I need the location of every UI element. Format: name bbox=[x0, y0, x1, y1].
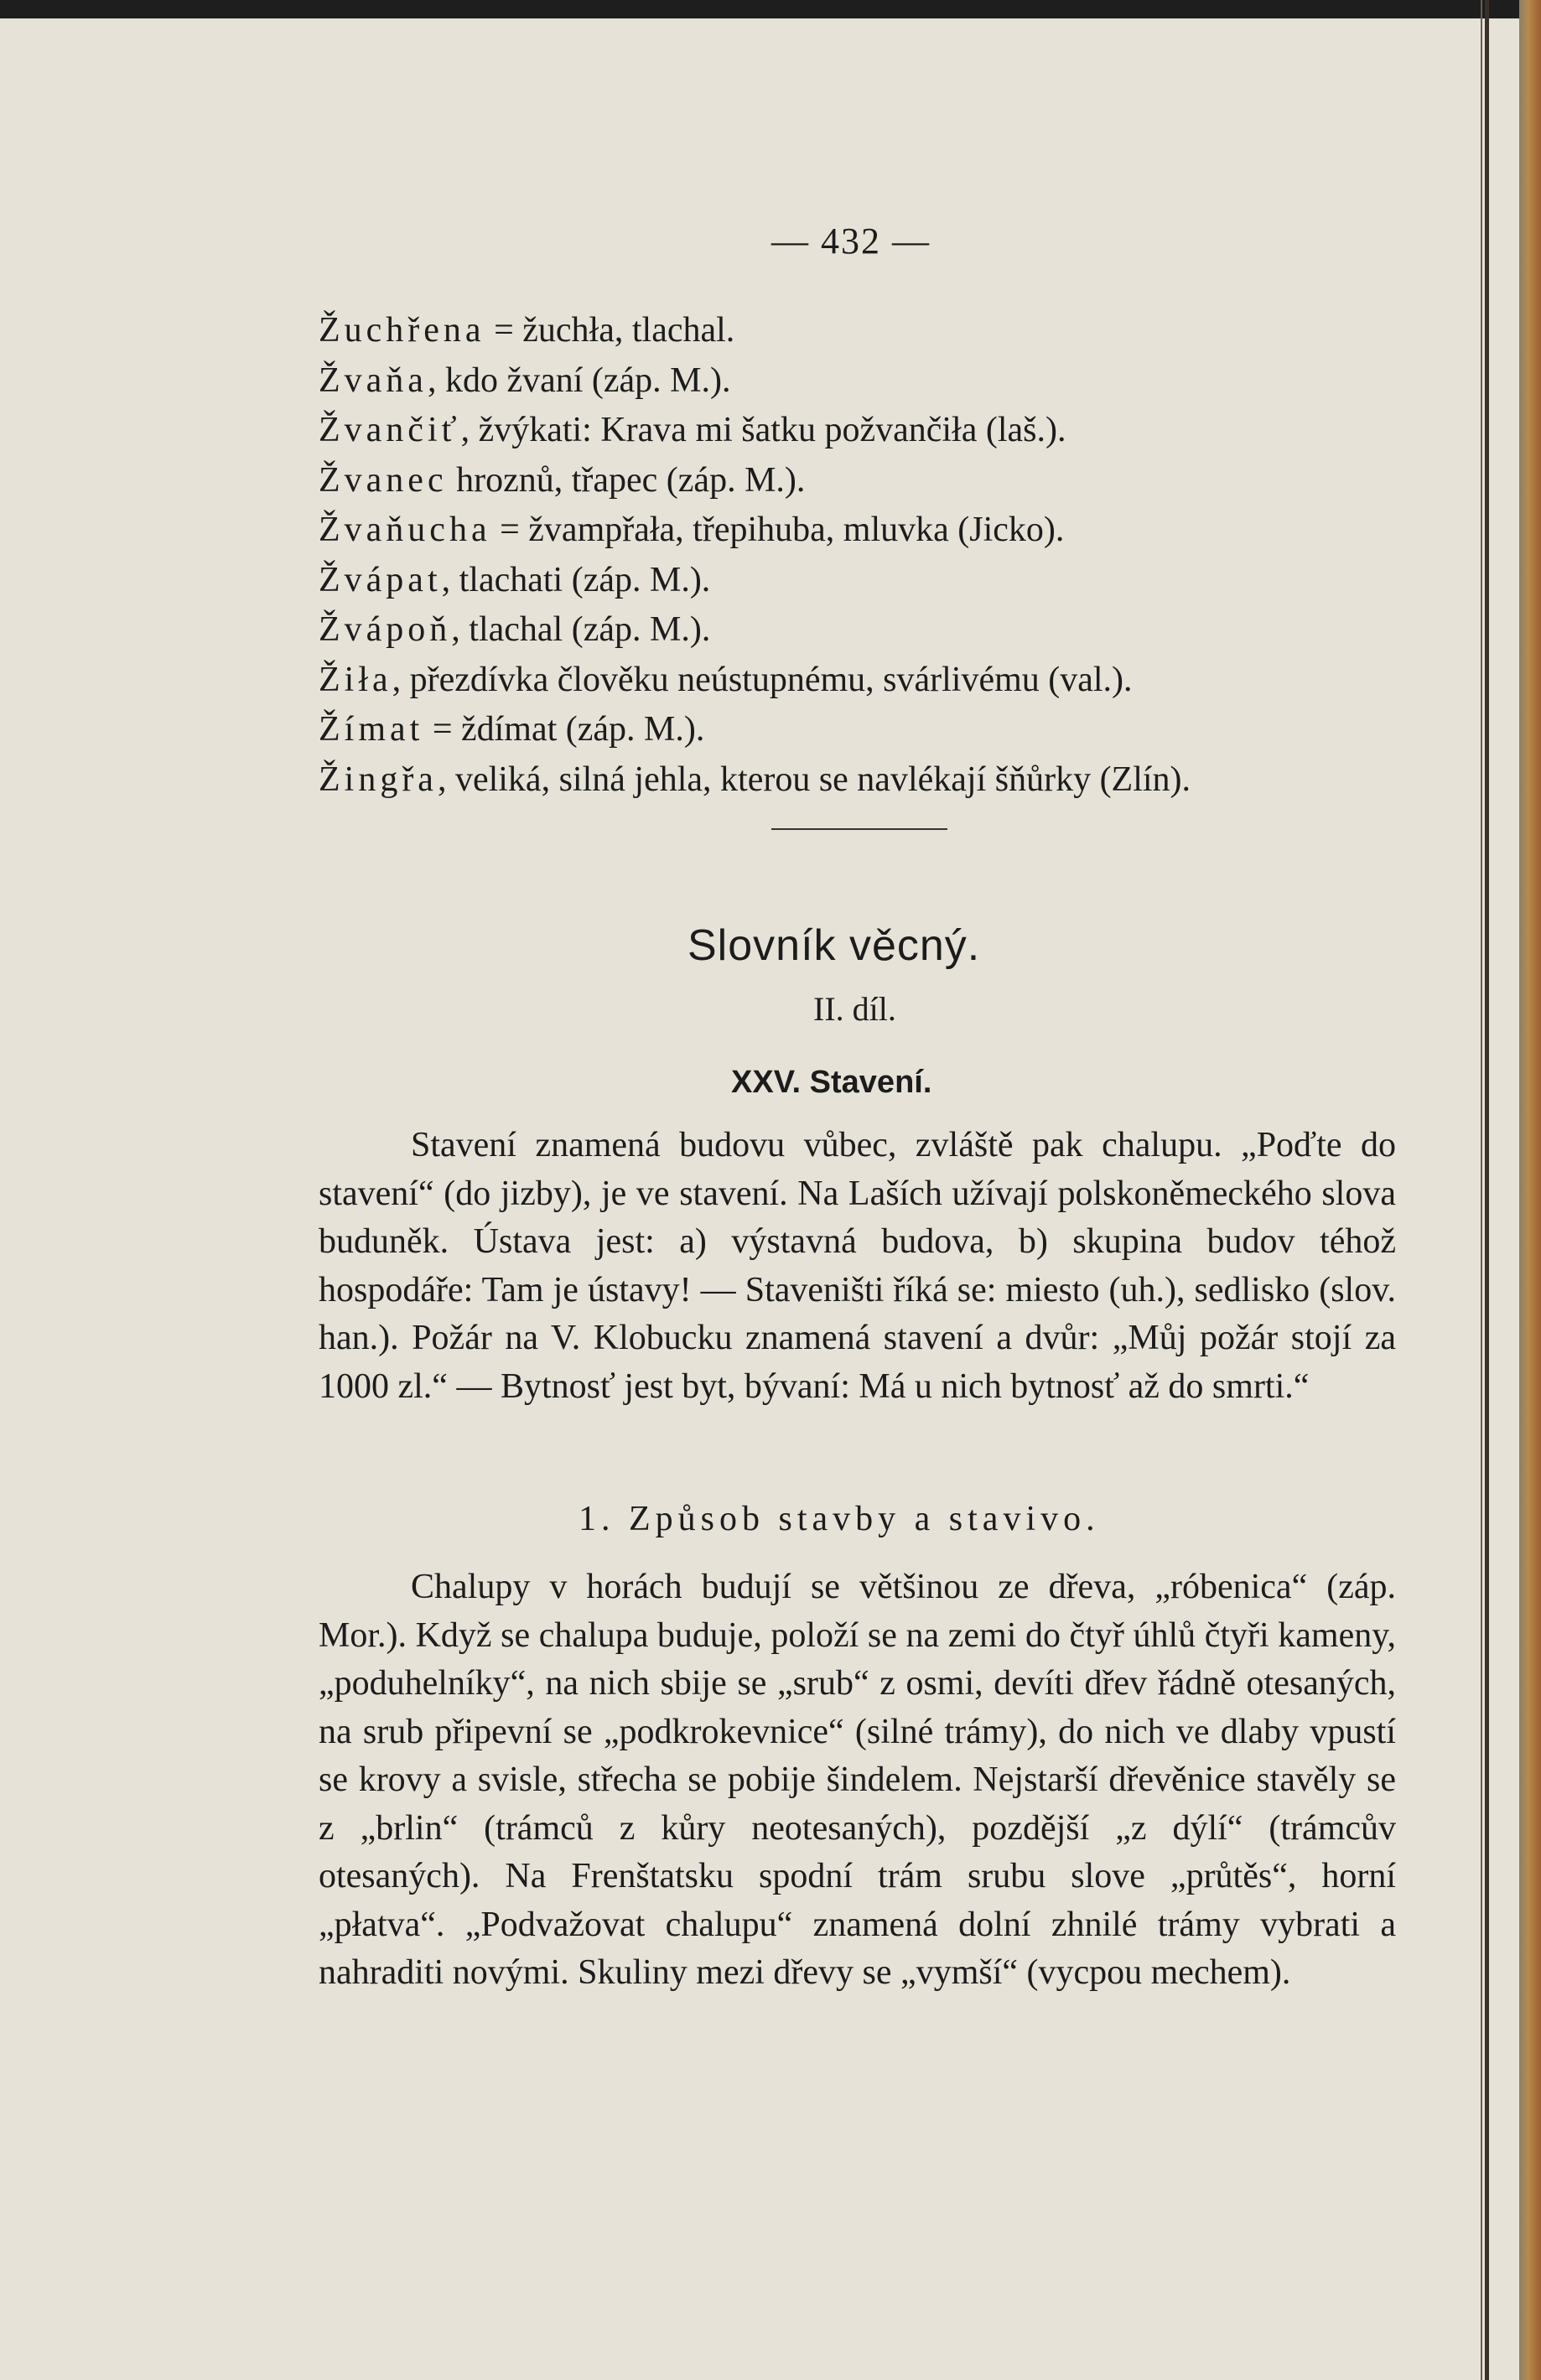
subsection-heading: 1. Způsob stavby a stavivo. bbox=[579, 1500, 1100, 1538]
entry-definition: = žuchła, tlachal. bbox=[485, 311, 735, 350]
entry-definition: , veliká, silná jehla, kterou se navlékají šňůrky (Zlín). bbox=[437, 760, 1191, 799]
entry-headword: Žvápat bbox=[319, 560, 442, 599]
dictionary-entry bbox=[319, 456, 1409, 506]
scan-top-border bbox=[0, 0, 1541, 18]
entry-headword: Žuchřena bbox=[319, 311, 485, 350]
entry-headword: Žiła bbox=[319, 660, 392, 699]
entry-headword: Žvaňucha bbox=[319, 511, 491, 549]
paragraph-chalupy: Chalupy v horách budují se většinou ze dřeva, „róbenica“ (záp. Mor.). Když se chalupa buduje, položí se na zemi do čtyř úhlů čtyři kameny, „poduhelníky“, na nich sbije se „srub“ z osmi, devíti dřev řádně otesaných, na srub připevní se „podkrokevnice“ (silné trámy), do nich ve dlaby vpustí se krovy a svisle, střecha se pobije šindelem. Nejstarší dřevěnice stavěly se z „brlin“ (trámců z kůry neotesaných), pozdější „z dýlí“ (trámcův otesaných). Na Frenštatsku spodní trám srubu slove „průtěs“, horní „płatva“. „Podvažovat chalupu“ znamená dolní zhnilé trámy vybrati a nahraditi novými. Skuliny mezi dřevy se „vymší“ (vycpou mechem). bbox=[319, 1568, 1396, 1992]
book-spine bbox=[1519, 0, 1541, 2380]
entry-definition: , žvýkati: Krava mi šatku požvančiła (laš.). bbox=[460, 411, 1066, 449]
binding-edge bbox=[1485, 0, 1489, 2380]
dictionary-entry bbox=[319, 556, 1409, 606]
entry-headword: Žvanec bbox=[319, 460, 448, 500]
section-divider bbox=[771, 828, 947, 830]
dictionary-entry bbox=[319, 306, 1409, 356]
entry-headword: Žímat bbox=[319, 710, 424, 749]
entry-headword: Žingřa bbox=[319, 760, 438, 799]
entry-definition: , kdo žvaní (záp. M.). bbox=[427, 360, 731, 400]
dictionary-entry bbox=[319, 506, 1409, 556]
entry-definition: , přezdívka člověku neústupnému, svárlivému (val.). bbox=[392, 660, 1133, 699]
entry-definition: = ždímat (záp. M.). bbox=[423, 710, 705, 749]
dictionary-entry bbox=[319, 656, 1409, 706]
page-number: — 432 — bbox=[771, 220, 931, 262]
paragraph-staveni: Stavení znamená budovu vůbec, zvláště pak chalupu. „Poďte do stavení“ (do jizby), je ve stavení. Na Laších užívají polskoněmeckého slova buduněk. Ústava jest: a) výstavná budova, b) skupina budov téhož hospodáře: Tam je ústavy! — Staveništi říká se: miesto (uh.), sedlisko (slov. han.). Požár na V. Klobucku znamená stavení a dvůr: „Můj požár stojí za 1000 zl.“ — Bytnosť jest byt, bývaní: Má u nich bytnosť až do smrti.“ bbox=[319, 1126, 1396, 1406]
dictionary-entries bbox=[319, 306, 1409, 805]
dictionary-entry bbox=[319, 605, 1409, 656]
binding-shadow bbox=[1481, 0, 1482, 2380]
entry-definition: , tlachal (záp. M.). bbox=[451, 610, 711, 649]
chapter-heading: XXV. Stavení. bbox=[731, 1065, 932, 1100]
dictionary-entry bbox=[319, 705, 1409, 755]
section-title: Slovník věcný. bbox=[687, 921, 981, 970]
entry-definition: hroznů, třapec (záp. M.). bbox=[447, 460, 806, 500]
entry-definition: , tlachati (záp. M.). bbox=[441, 560, 711, 599]
entry-headword: Žvápoň bbox=[319, 610, 452, 649]
part-label: II. díl. bbox=[813, 990, 896, 1028]
dictionary-entry bbox=[319, 755, 1409, 806]
entry-definition: = žvampřała, třepihuba, mluvka (Jicko). bbox=[490, 511, 1065, 549]
dictionary-entry bbox=[319, 406, 1409, 456]
dictionary-entry bbox=[319, 356, 1409, 407]
entry-headword: Žvaňa bbox=[319, 360, 428, 400]
entry-headword: Žvančiť bbox=[319, 411, 461, 449]
